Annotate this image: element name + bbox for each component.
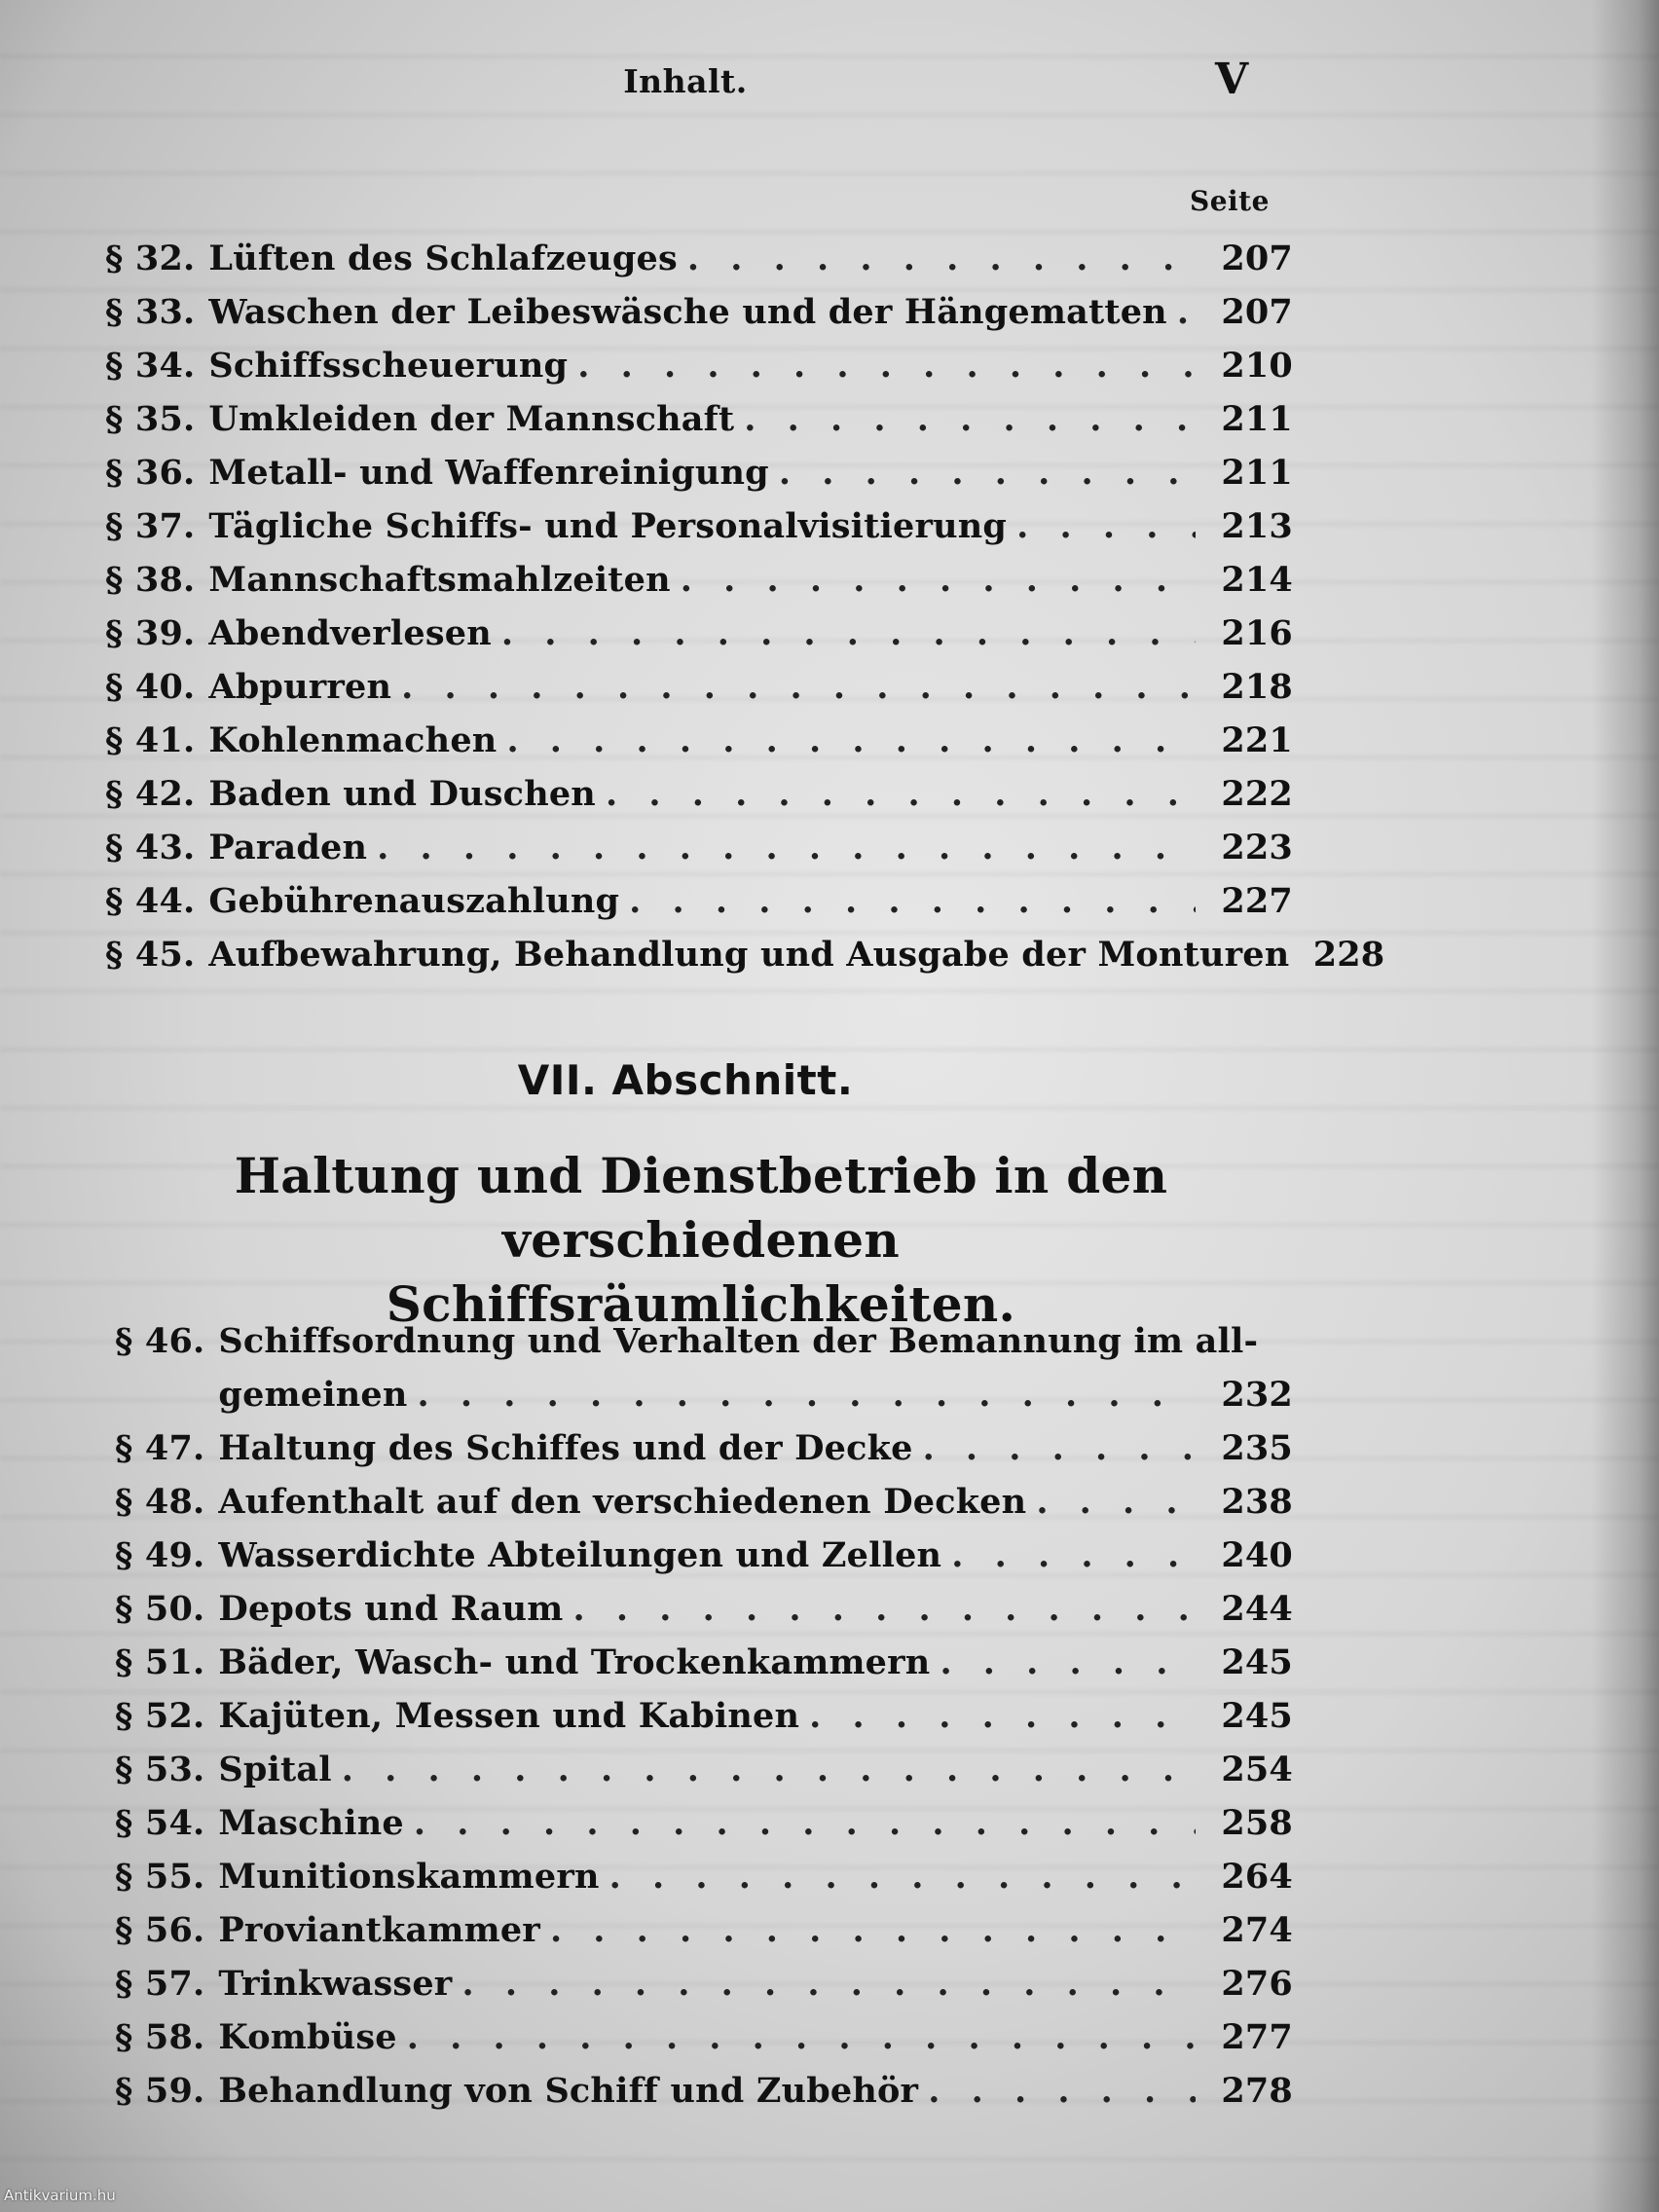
toc-list-part1 <box>105 232 1385 981</box>
toc-entry: § 37. Tägliche Schiffs- und Personalvisitierung . . . 213 <box>105 499 1293 553</box>
toc-entry-continuation: gemeinen . . . 232 <box>115 1368 1293 1421</box>
toc-entry: § 38. Mannschaftsmahlzeiten . . . 214 <box>105 553 1293 607</box>
toc-entry: § 35. Umkleiden der Mannschaft . . . 211 <box>105 392 1293 446</box>
toc-list-part2 <box>115 1314 1293 2118</box>
toc-entry: § 55. Munitionskammern . . . 264 <box>115 1850 1293 1903</box>
page-number-roman: V <box>1215 55 1250 104</box>
toc-entry: § 36. Metall- und Waffenreinigung . . . 211 <box>105 446 1293 499</box>
toc-entry: § 43. Paraden . . . 223 <box>105 821 1293 874</box>
page-edge-shadow <box>1591 0 1659 2212</box>
toc-entry: § 47. Haltung des Schiffes und der Decke . . . 235 <box>115 1421 1293 1475</box>
toc-entry: § 32. Lüften des Schlafzeuges . . . 207 <box>105 232 1293 285</box>
toc-entry: § 40. Abpurren . . . 218 <box>105 660 1293 714</box>
toc-entry: § 50. Depots und Raum . . . 244 <box>115 1582 1293 1636</box>
toc-entry: § 42. Baden und Duschen . . . 222 <box>105 767 1293 821</box>
toc-entry: § 59. Behandlung von Schiff und Zubehör . . . 278 <box>115 2064 1293 2118</box>
toc-entry: § 53. Spital . . . 254 <box>115 1743 1293 1796</box>
toc-entry: § 48. Aufenthalt auf den verschiedenen Decken . . . 238 <box>115 1475 1293 1529</box>
toc-entry: § 51. Bäder, Wasch- und Trockenkammern . . . 245 <box>115 1636 1293 1689</box>
toc-entry: § 34. Schiffsscheuerung . . . 210 <box>105 339 1293 392</box>
section-title <box>97 1144 1305 1337</box>
running-header: Inhalt. <box>623 62 748 100</box>
toc-entry: § 49. Wasserdichte Abteilungen und Zellen . . . 240 <box>115 1529 1293 1582</box>
toc-entry: § 44. Gebührenauszahlung . . . 227 <box>105 874 1293 928</box>
page-column-label: Seite <box>1190 185 1270 217</box>
section-title-line: Haltung und Dienstbetrieb in den verschiedenen <box>234 1147 1168 1269</box>
toc-entry: § 54. Maschine . . . 258 <box>115 1796 1293 1850</box>
toc-entry: § 57. Trinkwasser . . . 276 <box>115 1957 1293 2010</box>
section-title-line: Schiffsräumlichkeiten. <box>386 1275 1016 1333</box>
toc-entry: § 39. Abendverlesen . . . 216 <box>105 607 1293 660</box>
toc-entry: § 41. Kohlenmachen . . . 221 <box>105 714 1293 767</box>
toc-entry: § 46. Schiffsordnung und Verhalten der Bemannung im all- <box>115 1321 1259 1361</box>
toc-entry: § 33. Waschen der Leibeswäsche und der Hängematten . . . 207 <box>105 285 1293 339</box>
section-heading: VII. Abschnitt. <box>517 1056 854 1104</box>
toc-entry: § 58. Kombüse . . . 277 <box>115 2010 1293 2064</box>
toc-entry: § 45. Aufbewahrung, Behandlung und Ausgabe der Monturen 228 <box>105 935 1385 975</box>
toc-entry: § 52. Kajüten, Messen und Kabinen . . . 245 <box>115 1689 1293 1743</box>
toc-entry: § 56. Proviantkammer . . . 274 <box>115 1903 1293 1957</box>
watermark: Antikvarium.hu <box>4 2187 116 2204</box>
